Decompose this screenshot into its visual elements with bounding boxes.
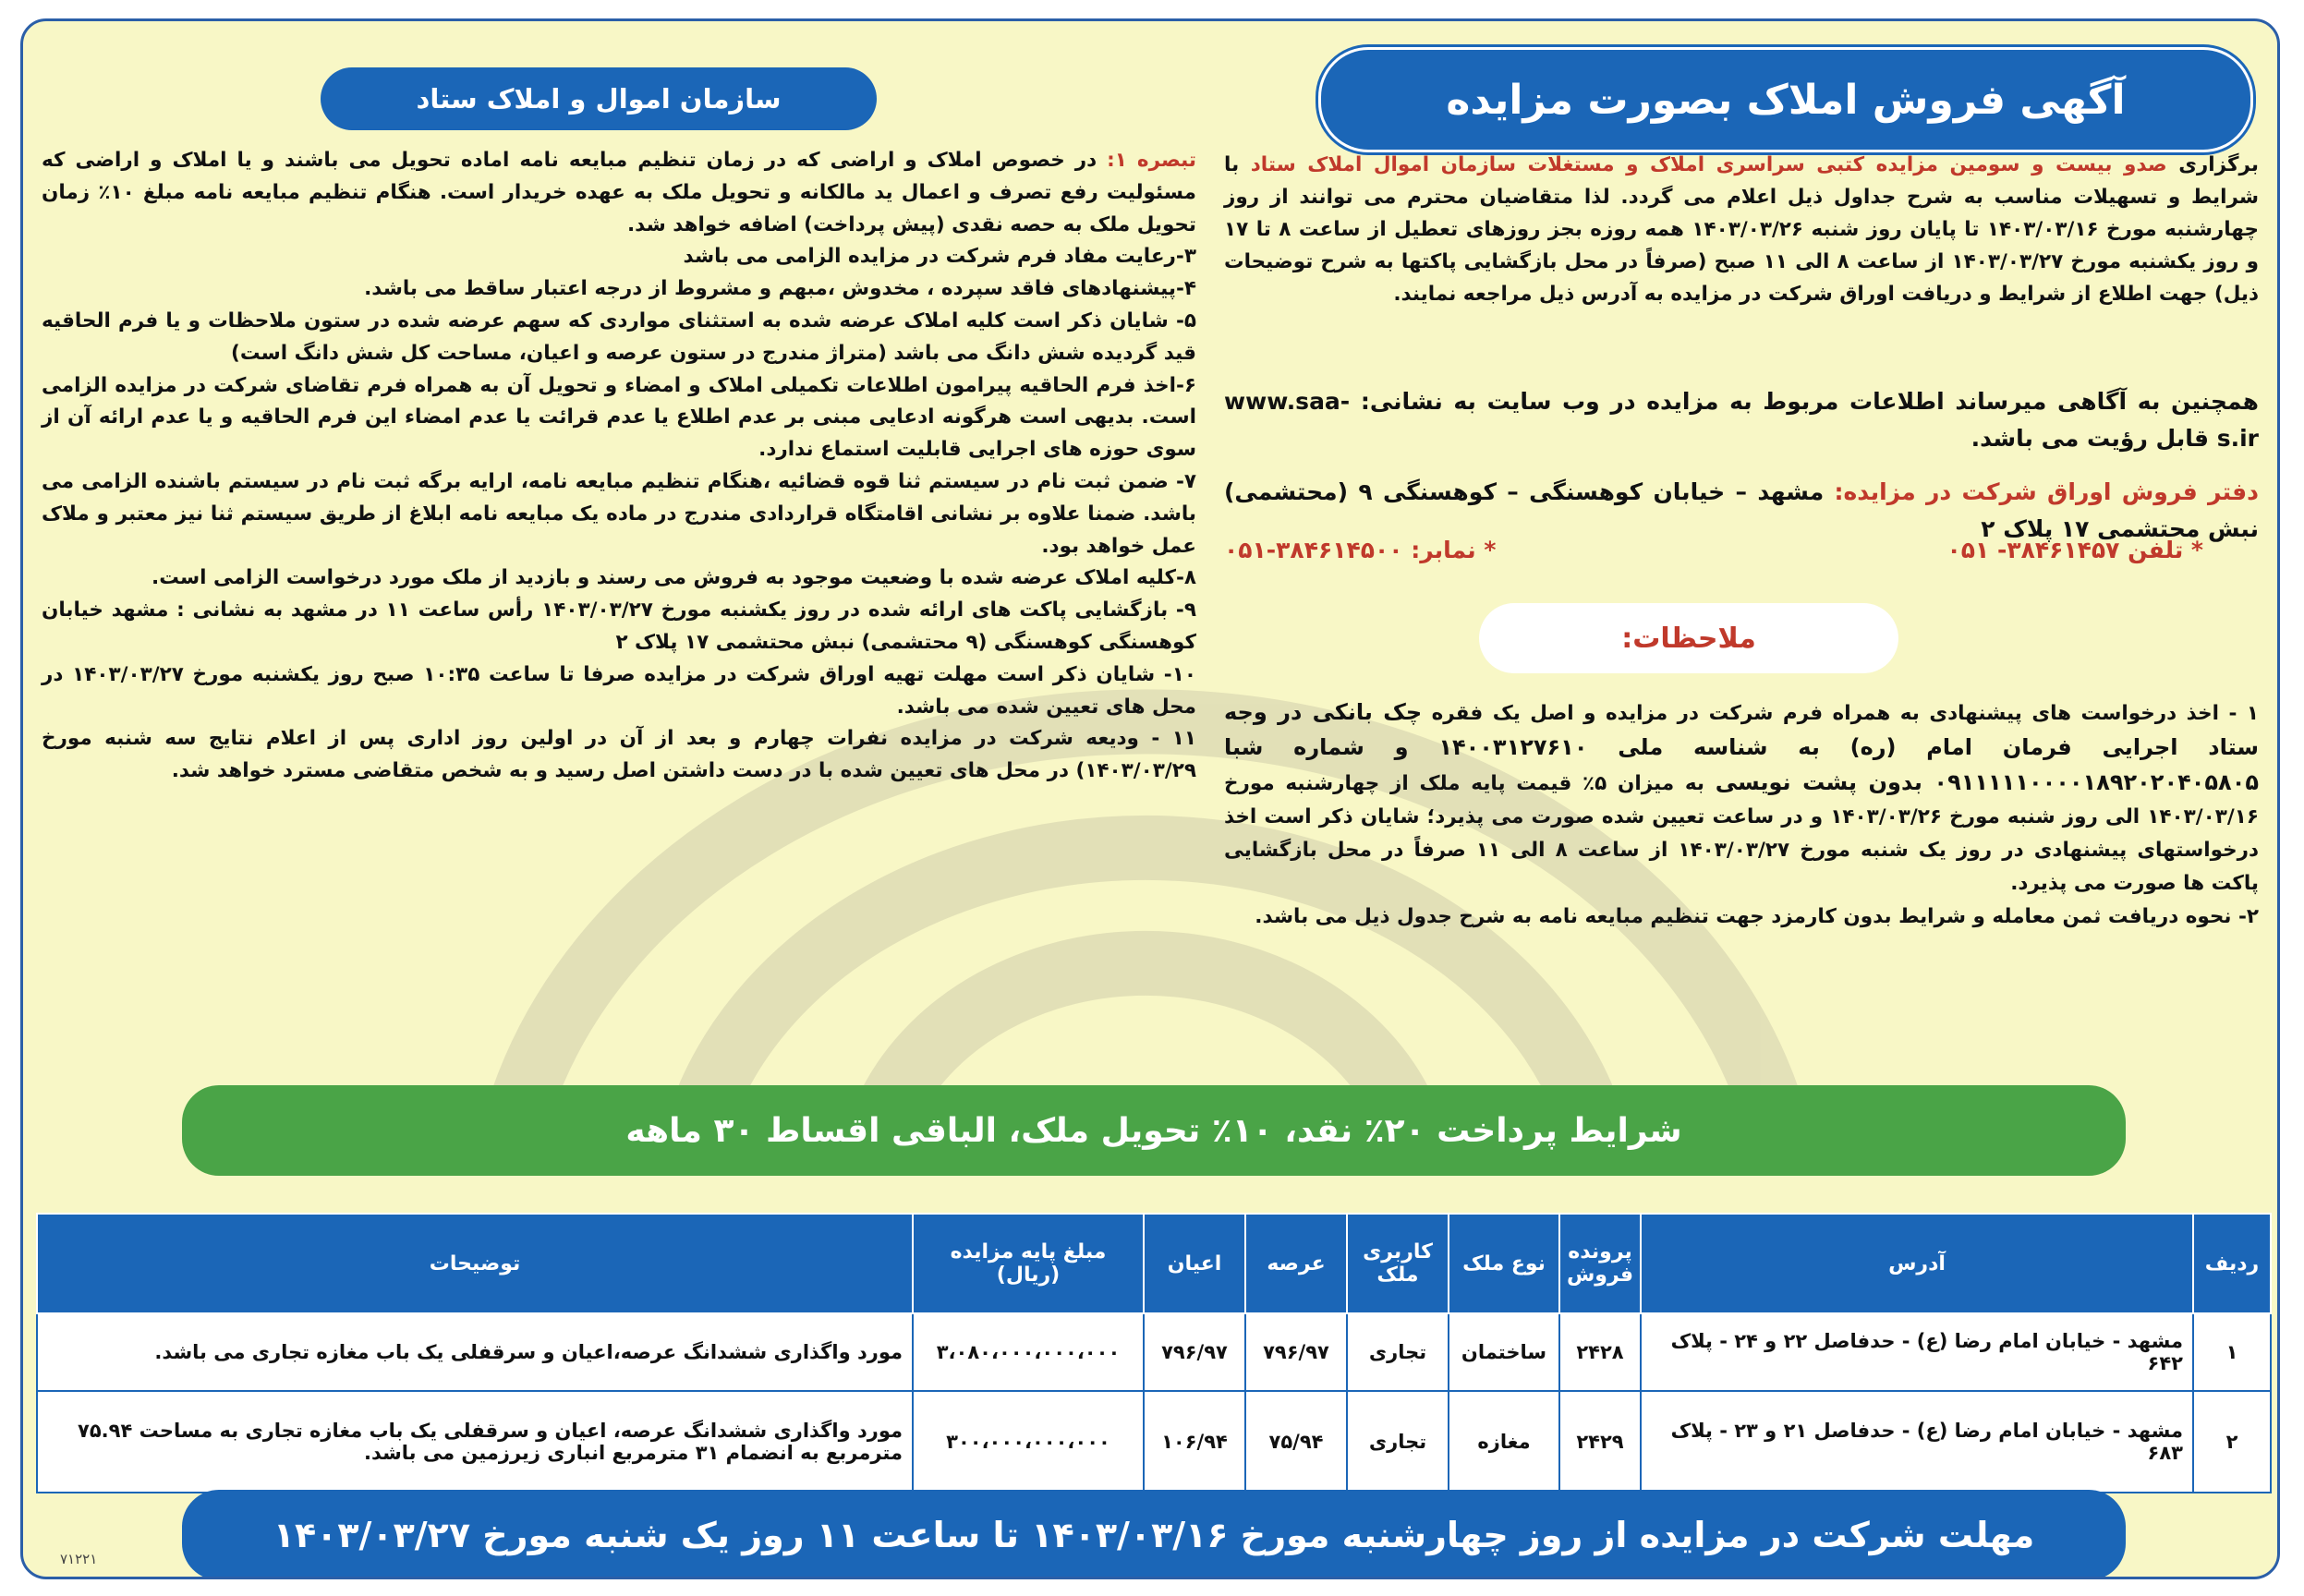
cell-address: مشهد - خیابان امام رضا (ع) - حدفاصل ۲۱ و ۲۳ - پلاک ۶۸۳ [1641, 1391, 2193, 1493]
condition-3: ۳-رعایت مفاد فرم شرکت در مزایده الزامی می باشد [683, 245, 1196, 269]
condition-10: ۱۰- شایان ذکر است مهلت تهیه اوراق شرکت در مزایده صرفا تا ساعت ۱۰:۳۵ صبح روز یکشنبه مورخ ۱۴۰۳/۰۳/۲۷ در محل های تعیین شده می باشد. [42, 662, 1196, 719]
intro-rest: با شرایط و تسهیلات مناسب به شرح جداول ذیل اعلام می گردد. لذا متقاضیان محترم می توانند از روز چهارشنبه مورخ ۱۴۰۳/۰۳/۱۶ تا پایان روز شنبه ۱۴۰۳/۰۳/۲۶ همه روزه بجز روزهای تعطیل از ساعت ۸ تا ۱۷ و روز یکشنبه مورخ ۱۴۰۳/۰۳/۲۷ از ساعت ۸ الی ۱۱ صبح (صرفاً در محل بازگشایی پاکتها به شرح توضیحات ذیل) جهت اطلاع از شرایط و دریافت اوراق شرکت در مزایده به آدرس ذیل مراجعه نمایند. [1224, 153, 2259, 306]
header-price: مبلغ پایه مزایده (ریال) [913, 1214, 1144, 1313]
cell-file: ۲۴۲۹ [1559, 1391, 1641, 1493]
payment-terms-banner: شرایط پرداخت ۲۰٪ نقد، ۱۰٪ تحویل ملک، الباقی اقساط ۳۰ ماهه [182, 1085, 2126, 1176]
sales-office-label: دفتر فروش اوراق شرکت در مزایده: [1834, 478, 2259, 505]
condition-11: ۱۱ - ودیعه شرکت در مزایده نفرات چهارم و بعد از آن در اولین روز اداری پس از اعلام نتایج سه شنبه مورخ ۱۴۰۳/۰۳/۲۹) در محل های تعیین شده با در دست داشتن اصل رسید و به شخص متقاضی مسترد خواهد شد. [42, 727, 1196, 783]
cell-usage: تجاری [1347, 1391, 1449, 1493]
properties-table [36, 1213, 2272, 1493]
table-row [37, 1391, 2271, 1493]
cell-file: ۲۴۲۸ [1559, 1313, 1641, 1391]
cell-description: مورد واگذاری ششدانگ عرصه، اعیان و سرقفلی یک باب مغازه تجاری به مساحت ۷۵.۹۴ مترمربع به انضمام ۳۱ مترمربع انباری زیرزمین می باشد. [37, 1391, 913, 1493]
condition-7: ۷- ضمن ثبت نام در سیستم ثنا قوه قضائیه ،هنگام تنظیم مبایعه نامه، ارایه برگه ثبت نام در سیستم باشنده الزامی می باشد. ضمنا علاوه بر نشانی اقامتگاه قراردادی مندرج در ماده یک مبایعه نامه ابلاغ از طریق سیستم ثنا نیز معتبر و ملاک عمل خواهد بود. [42, 469, 1196, 558]
intro-lead: برگزاری [2178, 153, 2259, 176]
header-description: توضیحات [37, 1214, 913, 1313]
note-2: ۲- نحوه دریافت ثمن معامله و شرایط بدون کارمزد جهت تنظیم مبایعه نامه به شرح جدول ذیل می باشد. [1255, 905, 2259, 928]
cell-land: ۷۵/۹۴ [1245, 1391, 1347, 1493]
cell-row-number: ۲ [2193, 1391, 2271, 1493]
note-tabsare-1 [42, 145, 1196, 241]
cell-building: ۷۹۶/۹۷ [1144, 1313, 1245, 1391]
note-1-end: به میزان ۵٪ قیمت پایه ملک از چهارشنبه مورخ ۱۴۰۳/۰۳/۱۶ الی روز شنبه مورخ ۱۴۰۳/۰۳/۲۶ و در ساعت تعیین شده صورت می پذیرد؛ شایان ذکر است اخذ درخواستهای پیشنهادی در روز یک شنبه مورخ ۱۴۰۳/۰۳/۲۷ از ساعت ۸ الی ۱۱ صرفاً در محل بازگشایی پاکت ها صورت می پذیرد. [1224, 772, 2259, 895]
intro-paragraph [1224, 149, 2259, 310]
cell-description: مورد واگذاری ششدانگ عرصه،اعیان و سرقفلی یک باب مغازه تجاری می باشد. [37, 1313, 913, 1391]
notes-title: ملاحظات: [1479, 603, 1898, 673]
header-usage: کاربری ملک [1347, 1214, 1449, 1313]
header-type: نوع ملک [1449, 1214, 1559, 1313]
table-header-row [37, 1214, 2271, 1313]
conditions-column [42, 145, 1196, 788]
notes-section [1224, 695, 2259, 934]
ad-frame [20, 18, 2280, 1579]
tabsare-text: در خصوص املاک و اراضی که در زمان تنظیم مبایعه نامه اماده تحویل می باشند و یا املاک و اراضی که مسئولیت رفع تصرف و اعمال ید مالکانه و تحویل ملک به عهده خریدار است. هنگام تنظیم مبایعه نامه مبلغ ۱۰٪ زمان تحویل ملک به حصه نقدی (پیش پرداخت) اضافه خواهد شد. [42, 149, 1196, 236]
cell-usage: تجاری [1347, 1313, 1449, 1391]
header-land: عرصه [1245, 1214, 1347, 1313]
condition-8: ۸-کلیه املاک عرضه شده با وضعیت موجود به فروش می رسند و بازدید از ملک مورد درخواست الزامی است. [152, 566, 1196, 590]
cell-type: مغازه [1449, 1391, 1559, 1493]
condition-4: ۴-پیشنهادهای فاقد سپرده ، مخدوش ،مبهم و مشروط از درجه اعتبار ساقط می باشد. [364, 277, 1196, 301]
header-building: اعیان [1144, 1214, 1245, 1313]
website-line: همچنین به آگاهی میرساند اطلاعات مربوط به مزایده در وب سایت به نشانی: www.saa-s.ir قابل رؤیت می باشد. [1224, 388, 2259, 452]
fax: * نمابر: ۳۸۴۶۱۴۵۰۰-۰۵۱ [1224, 537, 1497, 563]
condition-5: ۵- شایان ذکر است کلیه املاک عرضه شده به استثنای مواردی که سهم عرضه شده در ستون ملاحظات و یا فرم الحاقیه قید گردیده شش دانگ می باشد (متراژ مندرج در ستون عرصه و اعیان، مساحت کل شش دانگ است) [42, 308, 1196, 365]
header-row-number: ردیف [2193, 1214, 2271, 1313]
cell-building: ۱۰۶/۹۴ [1144, 1391, 1245, 1493]
properties-table-wrapper [36, 1213, 2270, 1493]
ad-code: ۷۱۲۲۱ [60, 1551, 98, 1567]
intro-highlight: صدو بیست و سومین مزایده کتبی سراسری املاک و مستغلات سازمان اموال املاک ستاد [1250, 153, 2167, 176]
main-title: آگهی فروش املاک بصورت مزایده [1318, 47, 2253, 152]
org-title: سازمان اموال و املاک ستاد [321, 67, 877, 130]
header-file: پرونده فروش [1559, 1214, 1641, 1313]
cell-row-number: ۱ [2193, 1313, 2271, 1391]
condition-6: ۶-اخذ فرم الحاقیه پیرامون اطلاعات تکمیلی املاک و امضاء و تحویل آن به همراه فرم تقاضای شرکت در مزایده الزامی است. بدیهی است هرگونه ادعایی مبنی بر عدم اطلاع یا عدم قرائت یا عدم امضاء این فرم الحاقیه و یا عدم ارائه آن از سوی حوزه های اجرایی قابلیت استماع ندارد. [42, 373, 1196, 462]
note-1-start: ۱ - اخذ درخواست های پیشنهادی به همراه فرم شرکت در مزایده و اصل یک فقره [1431, 702, 2259, 725]
contact-phones [1224, 537, 2203, 563]
note-1-cheque: چک بانکی در وجه ستاد اجرایی فرمان امام (ره) به شناسه ملی ۱۴۰۰۳۱۲۷۶۱۰ و شماره شبا ۰۹۱۱۱۱۱۰۰۰۰۱۸۹۲۰۲۰۴۰۵۸۰۵ بدون پشت نویسی [1224, 699, 2259, 795]
sales-office-address: مشهد – خیابان کوهسنگی – کوهسنگی ۹ (محتشمی) نبش محتشمی ۱۷ پلاک ۲ [1224, 478, 2259, 542]
note-1 [1224, 695, 2259, 901]
condition-9: ۹- بازگشایی پاکت های ارائه شده در روز یکشنبه مورخ ۱۴۰۳/۰۳/۲۷ رأس ساعت ۱۱ در مشهد به نشانی : مشهد خیابان کوهسنگی کوهسنگی (۹ محتشمی) نبش محتشمی ۱۷ پلاک ۲ [42, 598, 1196, 654]
telephone: * تلفن ۳۸۴۶۱۴۵۷- ۰۵۱ [1946, 537, 2203, 563]
deadline-banner: مهلت شرکت در مزایده از روز چهارشنبه مورخ ۱۴۰۳/۰۳/۱۶ تا ساعت ۱۱ روز یک شنبه مورخ ۱۴۰۳/۰۳/۲۷ [182, 1490, 2126, 1579]
cell-address: مشهد - خیابان امام رضا (ع) - حدفاصل ۲۲ و ۲۴ - پلاک ۶۴۲ [1641, 1313, 2193, 1391]
table-row [37, 1313, 2271, 1391]
header-address: آدرس [1641, 1214, 2193, 1313]
cell-type: ساختمان [1449, 1313, 1559, 1391]
cell-price: ۳،۰۸۰،۰۰۰،۰۰۰،۰۰۰ [913, 1313, 1144, 1391]
cell-price: ۳۰۰،۰۰۰،۰۰۰،۰۰۰ [913, 1391, 1144, 1493]
cell-land: ۷۹۶/۹۷ [1245, 1313, 1347, 1391]
tabsare-label: تبصره ۱: [1107, 149, 1196, 172]
